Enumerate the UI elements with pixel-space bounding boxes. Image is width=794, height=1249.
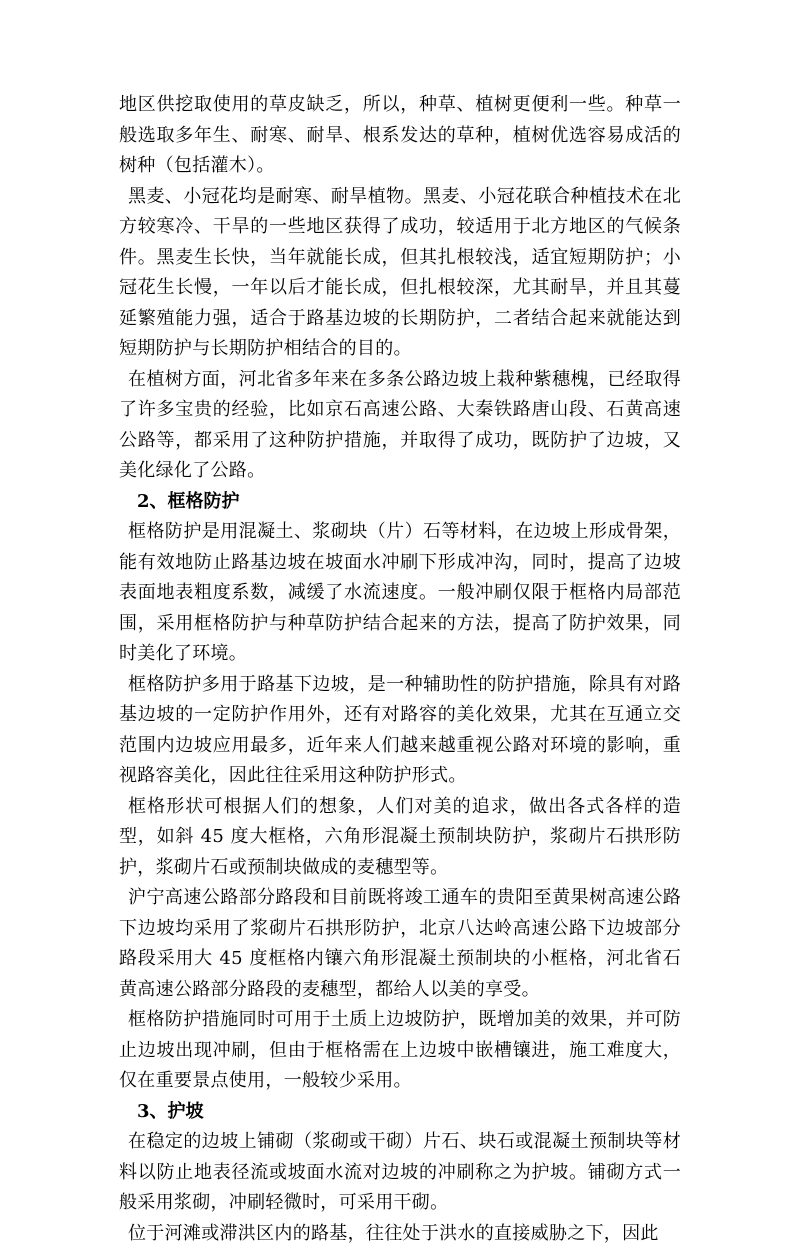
paragraph-2: 黑麦、小冠花均是耐寒、耐旱植物。黑麦、小冠花联合种植技术在北方较寒冷、干旱的一些地区获得了成功，较适用于北方地区的气候条件。黑麦生长快，当年就能长成，但其扎根较浅，适宜短期防护；小冠花生长慢，一年以后才能长成，但扎根较深，尤其耐旱，并且其蔓延繁殖能力强，适合于路基边坡的长期防护，二者结合起来就能达到短期防护与长期防护相结合的目的。	[119, 182, 681, 365]
document-body	[119, 90, 681, 1249]
paragraph-3: 在植树方面，河北省多年来在多条公路边坡上栽种紫穗槐，已经取得了许多宝贵的经验，比如京石高速公路、大秦铁路唐山段、石黄高速公路等，都采用了这种防护措施，并取得了成功，既防护了边坡，又美化绿化了公路。	[119, 365, 681, 487]
paragraph-4: 框格防护是用混凝土、浆砌块（片）石等材料，在边坡上形成骨架，能有效地防止路基边坡在坡面水冲刷下形成冲沟，同时，提高了边坡表面地表粗度系数，减缓了水流速度。一般冲刷仅限于框格内局部范围，采用框格防护与种草防护结合起来的方法，提高了防护效果，同时美化了环境。	[119, 517, 681, 670]
paragraph-5: 框格防护多用于路基下边坡，是一种辅助性的防护措施，除具有对路基边坡的一定防护作用外，还有对路容的美化效果，尤其在互通立交范围内边坡应用最多，近年来人们越来越重视公路对环境的影响，重视路容美化，因此往往采用这种防护形式。	[119, 670, 681, 792]
paragraph-7: 沪宁高速公路部分路段和目前既将竣工通车的贵阳至黄果树高速公路下边坡均采用了浆砌片石拱形防护，北京八达岭高速公路下边坡部分路段采用大 45 度框格内镶六角形混凝土预制块的小框格，河北省石黄高速公路部分路段的麦穗型，都给人以美的享受。	[119, 883, 681, 1005]
paragraph-10: 位于河滩或滞洪区内的路基，往往处于洪水的直接威胁之下，因此	[119, 1219, 681, 1249]
paragraph-1: 地区供挖取使用的草皮缺乏，所以，种草、植树更便利一些。种草一般选取多年生、耐寒、耐旱、根系发达的草种，植树优选容易成活的树种（包括灌木）。	[119, 90, 681, 182]
section-heading-frame-protection: 2、框格防护	[119, 487, 681, 518]
paragraph-8: 框格防护措施同时可用于土质上边坡防护，既增加美的效果，并可防止边坡出现冲刷，但由于框格需在上边坡中嵌槽镶进，施工难度大，仅在重要景点使用，一般较少采用。	[119, 1005, 681, 1097]
paragraph-6: 框格形状可根据人们的想象，人们对美的追求，做出各式各样的造型，如斜 45 度大框格，六角形混凝土预制块防护，浆砌片石拱形防护，浆砌片石或预制块做成的麦穗型等。	[119, 792, 681, 884]
section-heading-slope-protection: 3、护坡	[119, 1097, 681, 1128]
paragraph-9: 在稳定的边坡上铺砌（浆砌或干砌）片石、块石或混凝土预制块等材料以防止地表径流或坡面水流对边坡的冲刷称之为护坡。铺砌方式一般采用浆砌，冲刷轻微时，可采用干砌。	[119, 1127, 681, 1219]
